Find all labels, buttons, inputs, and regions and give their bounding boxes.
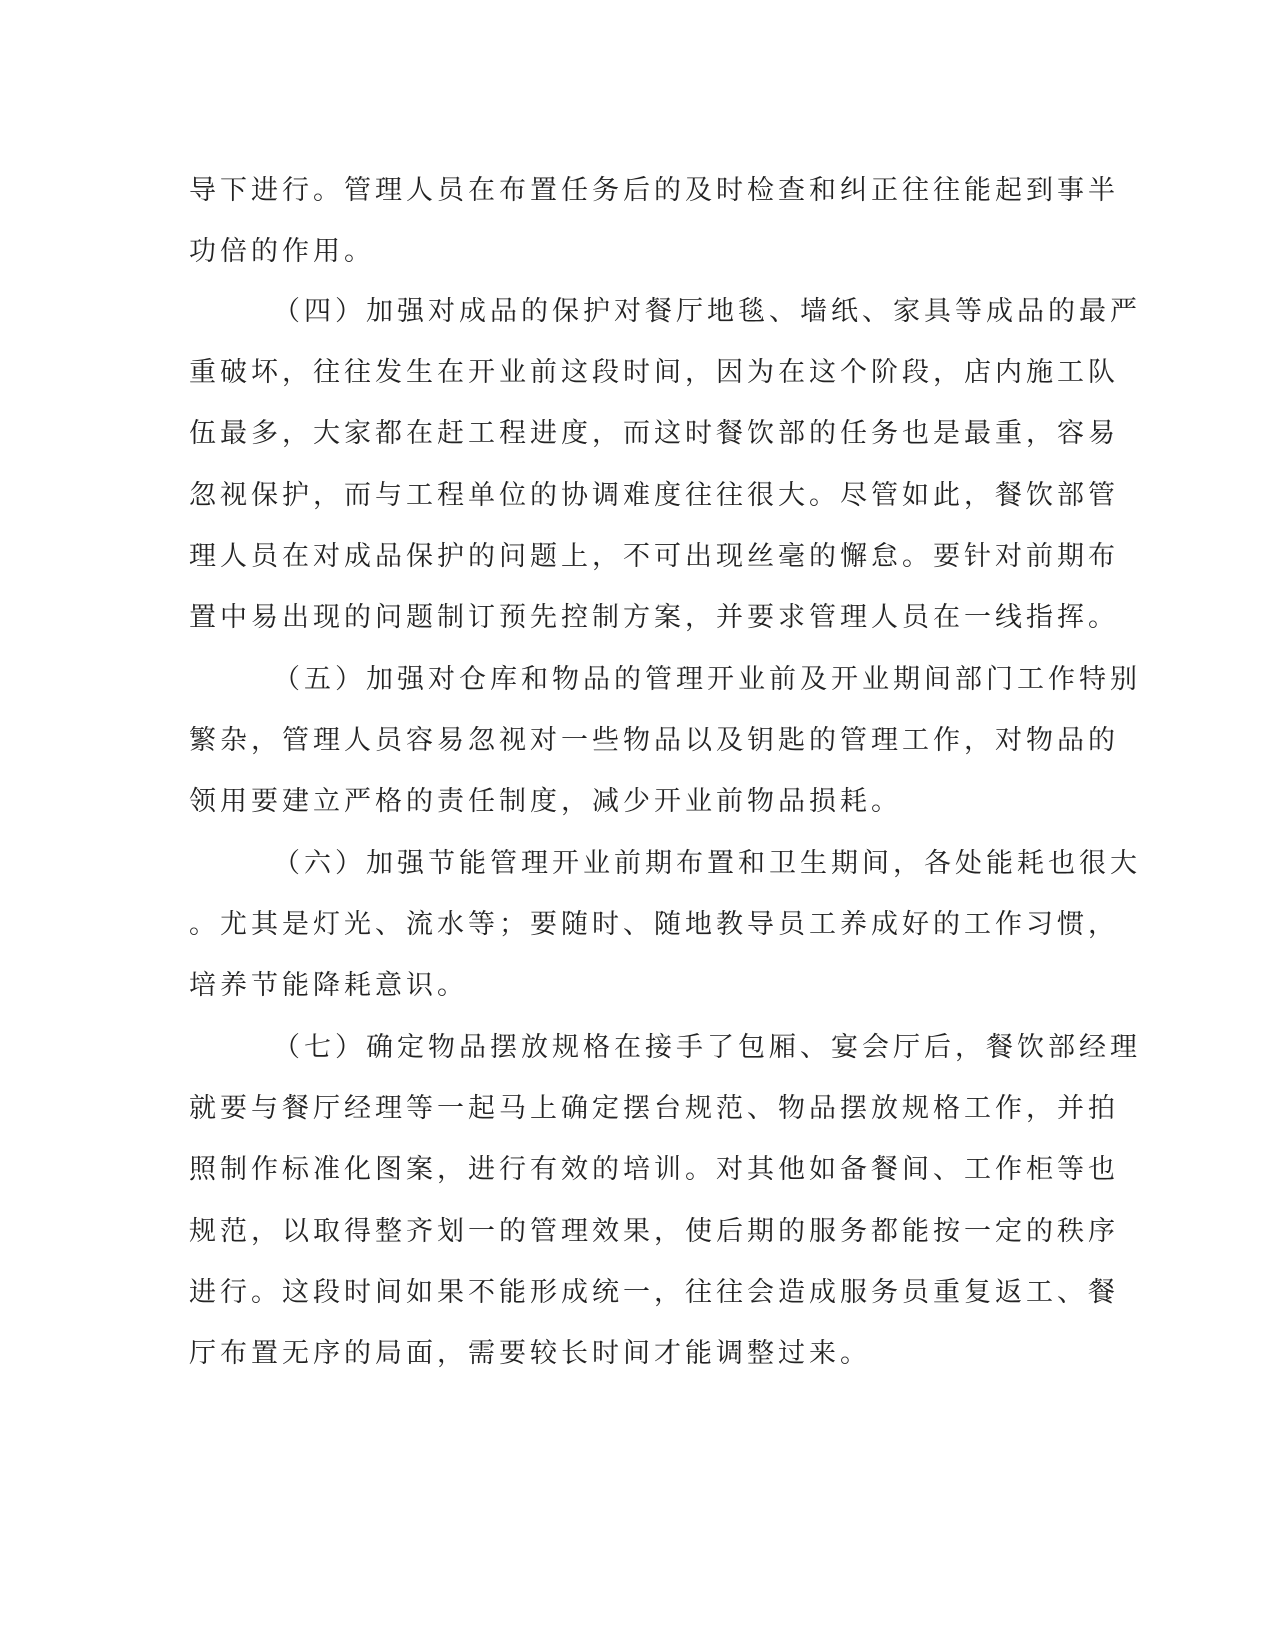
text-line: （七）确定物品摆放规格在接手了包厢、宴会厅后，餐饮部经理 (273, 1032, 1141, 1063)
text-line: 领用要建立严格的责任制度，减少开业前物品损耗。 (189, 786, 902, 818)
paragraph-section-5 (189, 649, 1141, 833)
text-line: 进行。这段时间如果不能形成统一，往往会造成服务员重复返工、餐 (189, 1276, 1119, 1308)
paragraph-section-7 (189, 1017, 1141, 1384)
paragraph-continuation (189, 160, 1119, 282)
text-line: 伍最多，大家都在赶工程进度，而这时餐饮部的任务也是最重，容易 (189, 418, 1119, 450)
text-line: （五）加强对仓库和物品的管理开业前及开业期间部门工作特别 (273, 664, 1141, 695)
paragraph-section-4 (189, 281, 1141, 648)
text-line: 厅布置无序的局面，需要较长时间才能调整过来。 (189, 1337, 871, 1369)
text-line: 就要与餐厅经理等一起马上确定摆台规范、物品摆放规格工作，并拍 (189, 1093, 1119, 1125)
text-line: （四）加强对成品的保护对餐厅地毯、墙纸、家具等成品的最严 (273, 296, 1141, 327)
text-line: 理人员在对成品保护的问题上，不可出现丝毫的懈怠。要针对前期布 (189, 540, 1119, 572)
text-line: 功倍的作用。 (189, 236, 375, 268)
text-line: 培养节能降耗意识。 (189, 970, 468, 1002)
text-line: 重破坏，往往发生在开业前这段时间，因为在这个阶段，店内施工队 (189, 357, 1119, 389)
text-line: 置中易出现的问题制订预先控制方案，并要求管理人员在一线指挥。 (189, 601, 1119, 633)
text-line: 。尤其是灯光、流水等；要随时、随地教导员工养成好的工作习惯， (189, 909, 1119, 941)
paragraph-section-6 (189, 833, 1141, 1017)
text-line: （六）加强节能管理开业前期布置和卫生期间，各处能耗也很大 (273, 848, 1141, 879)
text-line: 规范，以取得整齐划一的管理效果，使后期的服务都能按一定的秩序 (189, 1215, 1119, 1247)
text-line: 忽视保护，而与工程单位的协调难度往往很大。尽管如此，餐饮部管 (189, 479, 1119, 511)
text-line: 繁杂，管理人员容易忽视对一些物品以及钥匙的管理工作，对物品的 (189, 725, 1119, 757)
text-line: 导下进行。管理人员在布置任务后的及时检查和纠正往往能起到事半 (189, 175, 1119, 206)
text-line: 照制作标准化图案，进行有效的培训。对其他如备餐间、工作柜等也 (189, 1154, 1119, 1186)
